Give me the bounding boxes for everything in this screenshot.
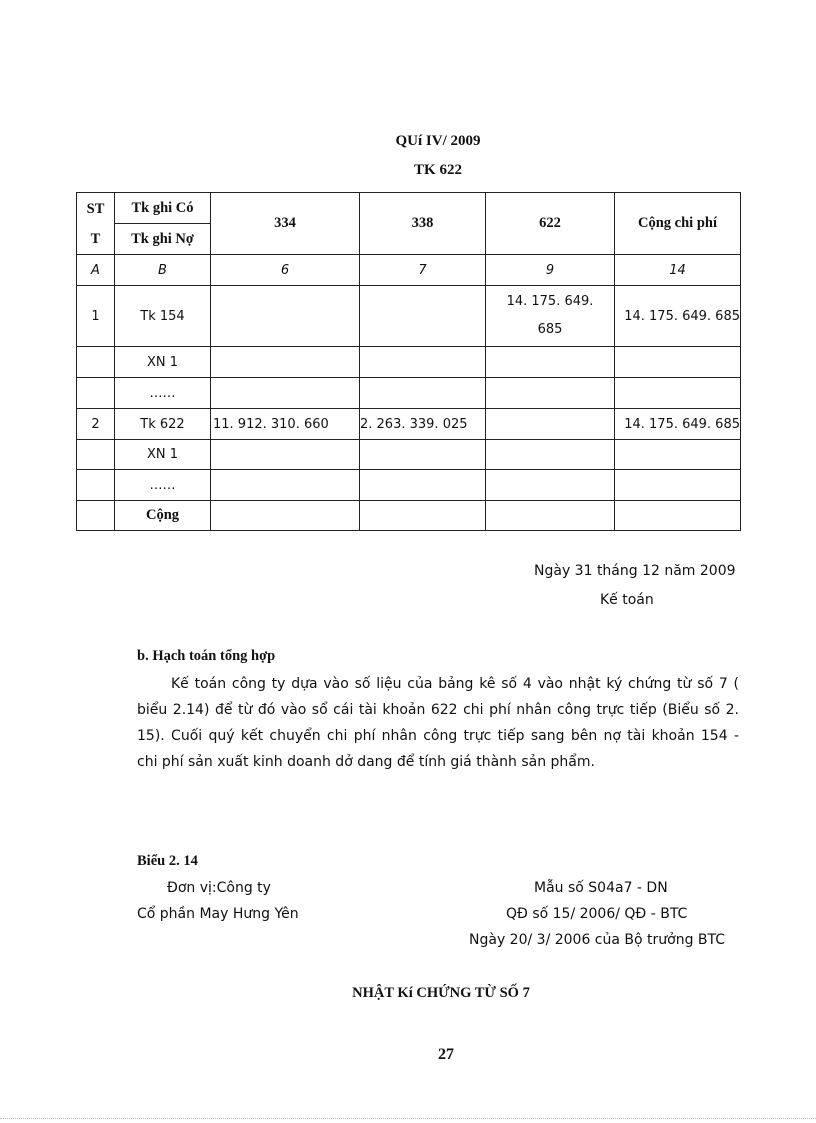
section-heading: b. Hạch toán tổng hợp bbox=[137, 648, 276, 664]
row-stt bbox=[77, 378, 115, 409]
page-bottom-rule bbox=[0, 1118, 816, 1119]
cell-622 bbox=[486, 347, 615, 378]
row-stt bbox=[77, 440, 115, 470]
row-stt bbox=[77, 347, 115, 378]
row-stt bbox=[77, 501, 115, 531]
page-number: 27 bbox=[438, 1046, 454, 1063]
row-label: Tk 622 bbox=[115, 409, 211, 440]
header-622: 622 bbox=[486, 193, 615, 255]
cell-338 bbox=[360, 286, 486, 347]
account-title: TK 622 bbox=[414, 162, 462, 178]
header-stt: ST T bbox=[77, 193, 115, 255]
cell-622 bbox=[486, 501, 615, 531]
cell-334: 11. 912. 310. 660 bbox=[211, 409, 360, 440]
table-row bbox=[77, 470, 741, 501]
row-label: Cộng bbox=[115, 501, 211, 531]
row-label: …… bbox=[115, 470, 211, 501]
bieu-title: Biểu 2. 14 bbox=[137, 853, 198, 869]
row-label: …… bbox=[115, 378, 211, 409]
cell-total bbox=[615, 440, 741, 470]
row-label: Tk 154 bbox=[115, 286, 211, 347]
cell-338 bbox=[360, 347, 486, 378]
unit-line-1: Đơn vị:Công ty bbox=[167, 880, 271, 896]
cell-338: 2. 263. 339. 025 bbox=[360, 409, 486, 440]
form-decision: QĐ số 15/ 2006/ QĐ - BTC bbox=[506, 906, 688, 922]
signature-date: Ngày 31 tháng 12 năm 2009 bbox=[534, 563, 736, 579]
cell-total bbox=[615, 378, 741, 409]
cell-334 bbox=[211, 286, 360, 347]
paragraph-line: Kế toán công ty dựa vào số liệu của bảng kê số 4 vào nhật ký chứng từ số 7 ( bbox=[171, 676, 739, 692]
cell-338 bbox=[360, 470, 486, 501]
cell-622 bbox=[486, 470, 615, 501]
table-row bbox=[77, 440, 741, 470]
cell-total bbox=[615, 470, 741, 501]
table-header-row bbox=[77, 193, 741, 224]
table-row bbox=[77, 286, 741, 347]
cell-total bbox=[615, 501, 741, 531]
cell-622 bbox=[486, 409, 615, 440]
row-stt: 1 bbox=[77, 286, 115, 347]
table-row bbox=[77, 409, 741, 440]
ledger-table bbox=[76, 192, 741, 531]
cell-334 bbox=[211, 347, 360, 378]
row-stt bbox=[77, 470, 115, 501]
code-cell: B bbox=[115, 255, 211, 286]
row-label: XN 1 bbox=[115, 347, 211, 378]
section-paragraph bbox=[137, 671, 739, 775]
code-cell: 6 bbox=[211, 255, 360, 286]
code-row bbox=[77, 255, 741, 286]
cell-338 bbox=[360, 501, 486, 531]
cell-334 bbox=[211, 378, 360, 409]
header-338: 338 bbox=[360, 193, 486, 255]
document-title: NHẬT Kí CHỨNG TỪ SỐ 7 bbox=[352, 985, 530, 1001]
period-title: QUí IV/ 2009 bbox=[395, 133, 481, 149]
cell-334 bbox=[211, 501, 360, 531]
table-row bbox=[77, 347, 741, 378]
paragraph-line: biểu 2.14) để từ đó vào sổ cái tài khoản 622 chi phí nhân công trực tiếp (Biểu số 2. bbox=[137, 702, 739, 718]
cell-622 bbox=[486, 440, 615, 470]
cell-622: 14. 175. 649. 685 bbox=[486, 286, 615, 347]
signature-role: Kế toán bbox=[600, 592, 654, 608]
cell-622 bbox=[486, 378, 615, 409]
table-row bbox=[77, 378, 741, 409]
row-label: XN 1 bbox=[115, 440, 211, 470]
cell-total: 14. 175. 649. 685 bbox=[615, 409, 741, 440]
cell-338 bbox=[360, 378, 486, 409]
header-credit: Tk ghi Có bbox=[115, 193, 211, 224]
form-number: Mẫu số S04a7 - DN bbox=[534, 880, 668, 896]
cell-334 bbox=[211, 440, 360, 470]
form-date: Ngày 20/ 3/ 2006 của Bộ trưởng BTC bbox=[469, 932, 726, 948]
code-cell: 9 bbox=[486, 255, 615, 286]
header-334: 334 bbox=[211, 193, 360, 255]
cell-total bbox=[615, 347, 741, 378]
code-cell: 14 bbox=[615, 255, 741, 286]
code-cell: 7 bbox=[360, 255, 486, 286]
cell-334 bbox=[211, 470, 360, 501]
paragraph-line: chi phí sản xuất kinh doanh dở dang để tính giá thành sản phẩm. bbox=[137, 754, 595, 770]
header-debit: Tk ghi Nợ bbox=[115, 224, 211, 255]
unit-line-2: Cổ phần May Hưng Yên bbox=[137, 906, 299, 922]
cell-338 bbox=[360, 440, 486, 470]
header-total: Cộng chi phí bbox=[615, 193, 741, 255]
cell-total: 14. 175. 649. 685 bbox=[615, 286, 741, 347]
code-cell: A bbox=[77, 255, 115, 286]
table-total-row bbox=[77, 501, 741, 531]
paragraph-line: 15). Cuối quý kết chuyển chi phí nhân công trực tiếp sang bên nợ tài khoản 154 - bbox=[137, 728, 739, 744]
row-stt: 2 bbox=[77, 409, 115, 440]
